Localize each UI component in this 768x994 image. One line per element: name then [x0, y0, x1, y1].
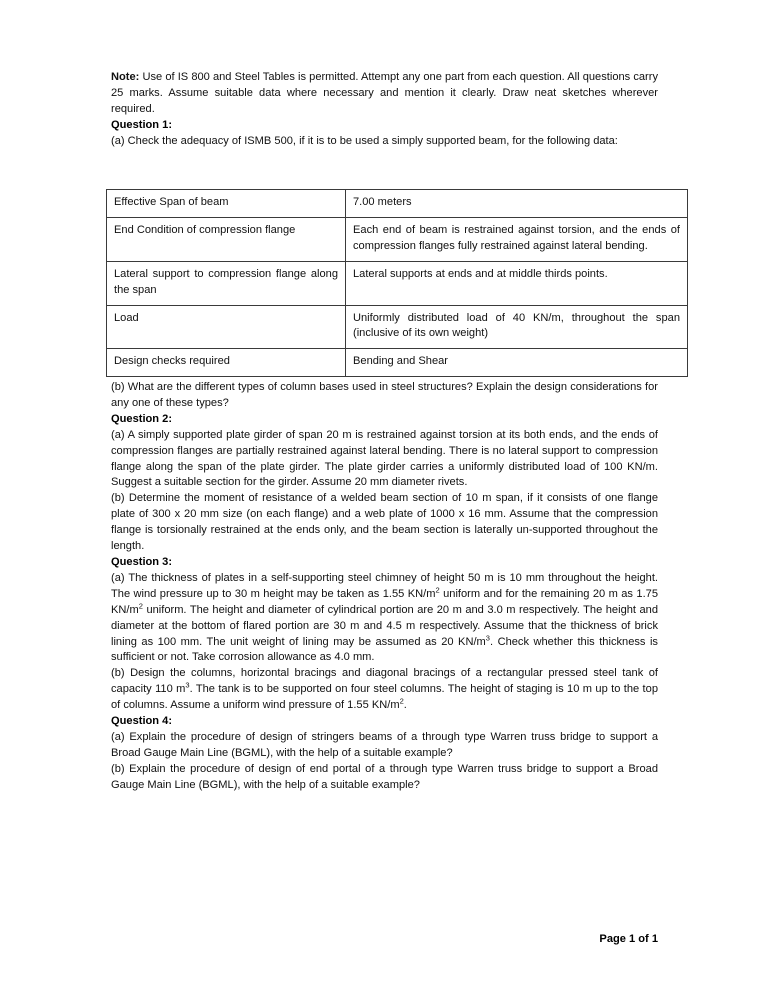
table-row	[107, 261, 688, 305]
question-4-part-b: (b) Explain the procedure of design of end portal of a through type Warren truss bridge to support a Broad Gauge Main Line (BGML), with the help of a suitable example?	[111, 762, 658, 791]
note-text: Use of IS 800 and Steel Tables is permitted. Attempt any one part from each question. All questions carry 25 marks. Assume suitable data where necessary and mention it clearly. Draw neat sketches wherever required.	[111, 71, 658, 115]
question-2-heading: Question 2:	[111, 412, 173, 425]
question-4-heading: Question 4:	[111, 715, 173, 728]
question-2-part-b: (b) Determine the moment of resistance of a welded beam section of 10 m span, if it consists of one flange plate of 300 x 20 mm size (on each flange) and a web plate of 1000 x 16 mm. Assume that the compression flange is torsionally restrained at the ends only, and the beam section is laterally un-supported throughout the length.	[111, 492, 658, 553]
table-cell-value: Lateral supports at ends and at middle thirds points.	[346, 261, 688, 305]
question-1-part-a: (a) Check the adequacy of ISMB 500, if it is to be used a simply supported beam, for the following data:	[111, 134, 618, 147]
beam-data-table-wrapper	[106, 189, 688, 377]
question-2-part-a: (a) A simply supported plate girder of span 20 m is restrained against torsion at its both ends, and the ends of compression flanges are partially restrained against lateral bending. There is no lateral support to compression flange along the span of the plate girder. The plate girder carries a uniformly distributed load of 100 KN/m. Suggest a suitable section for the girder. Assume 20 mm diameter rivets.	[111, 428, 658, 489]
question-4-part-a: (a) Explain the procedure of design of stringers beams of a through type Warren truss bridge to support a Broad Gauge Main Line (BGML), with the help of a suitable example?	[111, 730, 658, 759]
table-cell-label: End Condition of compression flange	[107, 217, 346, 261]
table-cell-value: 7.00 meters	[346, 190, 688, 218]
page-footer	[111, 932, 658, 948]
question-3-part-b: (b) Design the columns, horizontal bracings and diagonal bracings of a rectangular pressed steel tank of capacity 110 $m^3$. The tank is to be supported on four steel columns. The height of staging is 10 m up to the top of columns. Assume a uniform wind pressure of 1.55 $KN/m^2$.	[111, 667, 658, 712]
question-1-part-b: (b) What are the different types of column bases used in steel structures? Explain the design considerations for any one of these types?	[111, 381, 658, 409]
table-row	[107, 217, 688, 261]
note-paragraph	[111, 70, 658, 118]
note-label: Note:	[111, 71, 140, 83]
table-cell-label: Load	[107, 305, 346, 349]
table-cell-value: Each end of beam is restrained against torsion, and the ends of compression flanges fully restrained against lateral bending.	[346, 217, 688, 261]
table-cell-label: Effective Span of beam	[107, 190, 346, 218]
table-cell-label: Design checks required	[107, 349, 346, 377]
table-cell-value: Uniformly distributed load of 40 KN/m, throughout the span (inclusive of its own weight)	[346, 305, 688, 349]
document-body-bottom	[111, 380, 658, 794]
beam-data-table	[106, 189, 688, 377]
question-3-heading: Question 3:	[111, 555, 173, 568]
table-row	[107, 190, 688, 218]
document-body-top	[111, 70, 658, 150]
question-1-heading: Question 1:	[111, 118, 173, 131]
beam-data-table-body	[107, 190, 688, 377]
question-3-part-a: (a) The thickness of plates in a self-supporting steel chimney of height 50 m is 10 mm throughout the height. The wind pressure up to 30 m height may be taken as 1.55 $KN/m^2$ uniform and for the remaining 20 m as 1.75 $KN/m^2$ uniform. The height and diameter of cylindrical portion are 20 m and 3.0 m respectively. The height and diameter at the bottom of flared portion are 30 m and 4.5 m respectively. Assume that the thickness of brick lining as 100 mm. The unit weight of lining may be assumed as 20 $KN/m^3$. Check whether this thickness is sufficient or not. Take corrosion allowance as 4.0 mm.	[111, 571, 658, 664]
table-cell-label: Lateral support to compression flange along the span	[107, 261, 346, 305]
page-number-label: Page 1 of 1	[599, 933, 658, 945]
table-row	[107, 305, 688, 349]
table-row	[107, 349, 688, 377]
table-cell-value: Bending and Shear	[346, 349, 688, 377]
